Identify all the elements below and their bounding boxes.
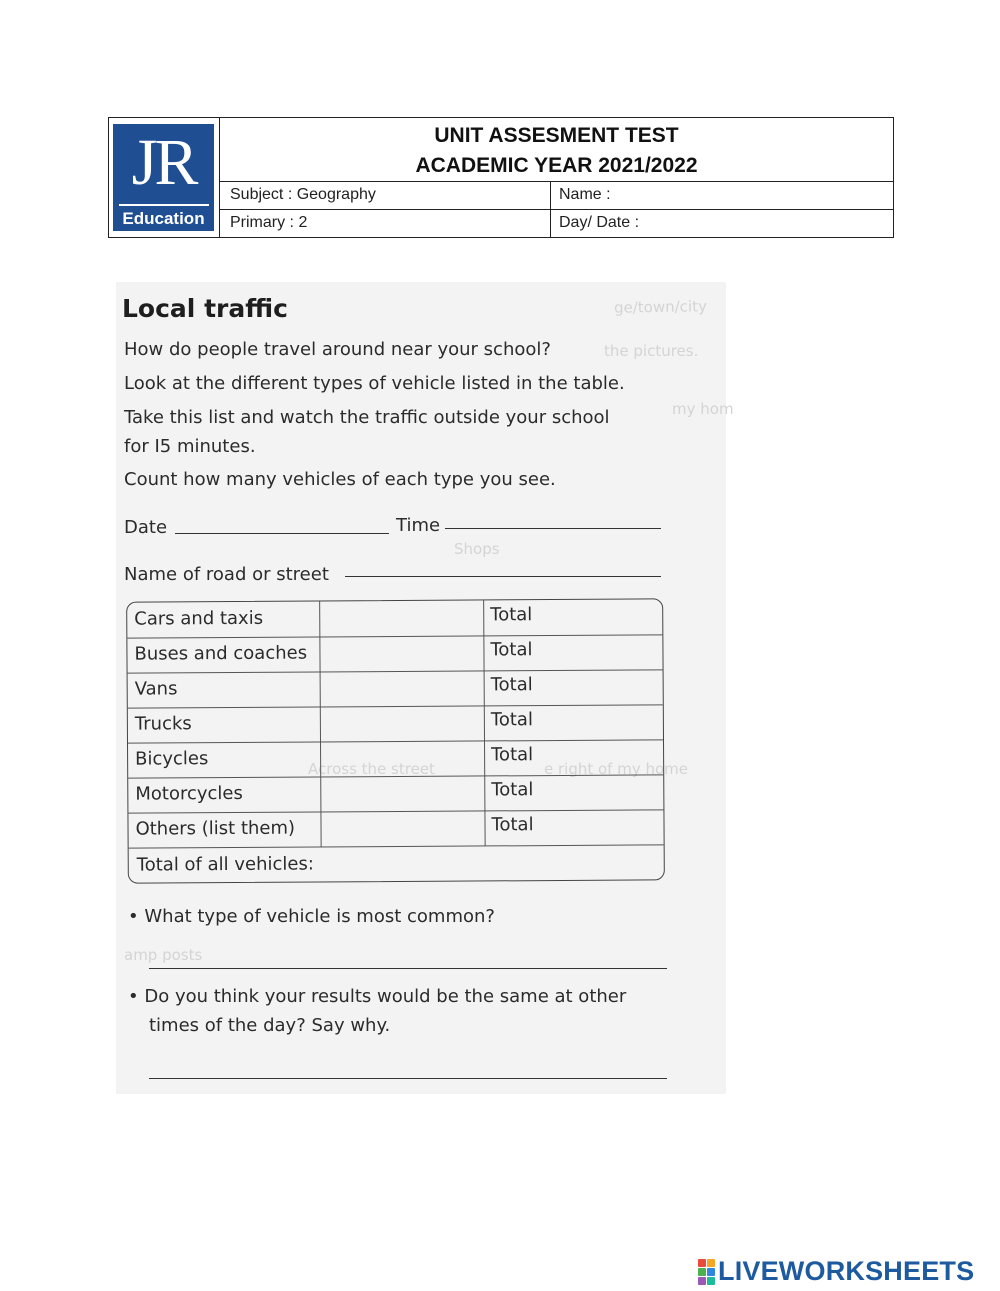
intro-line: How do people travel around near your school? <box>124 339 551 360</box>
bleed-text: the pictures. <box>604 342 699 360</box>
logo-letters: JR <box>131 126 196 199</box>
header-row-1 <box>220 182 893 209</box>
subject-field: Subject : Geography <box>220 182 551 209</box>
primary-field: Primary : 2 <box>220 210 551 237</box>
table-row <box>128 669 663 708</box>
worksheet-title: Local traffic <box>122 294 288 323</box>
bleed-text: my hom <box>672 400 734 418</box>
vehicle-label: Motorcycles <box>135 782 243 805</box>
intro-line: Look at the different types of vehicle listed in the table. <box>124 373 625 394</box>
test-title <box>220 118 893 182</box>
question-2 <box>128 986 626 1007</box>
total-cell[interactable]: Total <box>491 779 534 801</box>
answer-line-2[interactable] <box>149 1078 667 1079</box>
table-row <box>128 739 663 778</box>
table-row <box>127 634 662 673</box>
worksheet-scan <box>116 282 734 1094</box>
name-field[interactable]: Name : <box>559 186 611 203</box>
table-row <box>128 809 663 848</box>
header-row-2 <box>220 209 893 237</box>
date-line[interactable] <box>175 533 389 534</box>
logo-cell <box>109 118 220 237</box>
bleed-text: ge/town/city <box>613 297 708 317</box>
vehicle-label: Bicycles <box>135 748 209 770</box>
traffic-table <box>126 598 665 883</box>
bleed-text: amp posts <box>124 946 203 964</box>
table-row <box>127 599 662 638</box>
question-2-line-2: times of the day? Say why. <box>149 1015 391 1036</box>
bleed-text: e right of my home <box>544 760 689 778</box>
time-line[interactable] <box>445 528 661 529</box>
total-cell[interactable]: Total <box>490 674 533 696</box>
vehicle-label: Buses and coaches <box>134 642 308 665</box>
total-cell[interactable]: Total <box>491 744 534 766</box>
bleed-text: Across the street <box>308 760 435 778</box>
date-label: Date <box>124 517 168 538</box>
question-2-text-line1: Do you think your results would be the same at other <box>144 986 627 1007</box>
vehicle-label: Others (list them) <box>135 817 296 840</box>
total-cell[interactable]: Total <box>490 709 533 731</box>
road-label: Name of road or street <box>124 564 329 585</box>
table-row <box>128 704 663 743</box>
title-line-2: ACADEMIC YEAR 2021/2022 <box>415 154 698 177</box>
liveworksheets-text: LIVEWORKSHEETS <box>718 1256 975 1286</box>
logo-divider <box>119 204 209 206</box>
intro-line: for I5 minutes. <box>124 436 256 457</box>
total-cell[interactable]: Total <box>491 814 534 836</box>
liveworksheets-watermark <box>698 1256 974 1287</box>
total-cell[interactable]: Total <box>490 639 533 661</box>
intro-line: Count how many vehicles of each type you see. <box>124 469 556 490</box>
vehicle-label: Cars and taxis <box>134 607 264 630</box>
vehicle-label: Trucks <box>134 713 192 735</box>
question-1-text: What type of vehicle is most common? <box>144 906 495 927</box>
table-row <box>128 774 663 813</box>
day-date-field[interactable]: Day/ Date : <box>559 214 640 231</box>
header-table <box>108 117 894 238</box>
total-all-vehicles[interactable]: Total of all vehicles: <box>136 853 314 876</box>
answer-line-1[interactable] <box>149 968 667 969</box>
title-line-1: UNIT ASSESMENT TEST <box>434 124 679 147</box>
header-info <box>220 118 893 237</box>
bullet-icon: • <box>128 986 139 1007</box>
liveworksheets-logo-icon <box>698 1259 715 1285</box>
time-label: Time <box>396 515 441 536</box>
intro-line: Take this list and watch the traffic outside your school <box>124 407 610 428</box>
total-cell[interactable]: Total <box>490 604 533 626</box>
road-line[interactable] <box>345 576 661 577</box>
bleed-text: Shops <box>454 540 500 558</box>
vehicle-label: Vans <box>134 678 178 700</box>
bullet-icon: • <box>128 906 139 927</box>
jr-education-logo <box>113 124 214 231</box>
logo-word: Education <box>122 209 205 228</box>
question-1 <box>128 906 495 927</box>
